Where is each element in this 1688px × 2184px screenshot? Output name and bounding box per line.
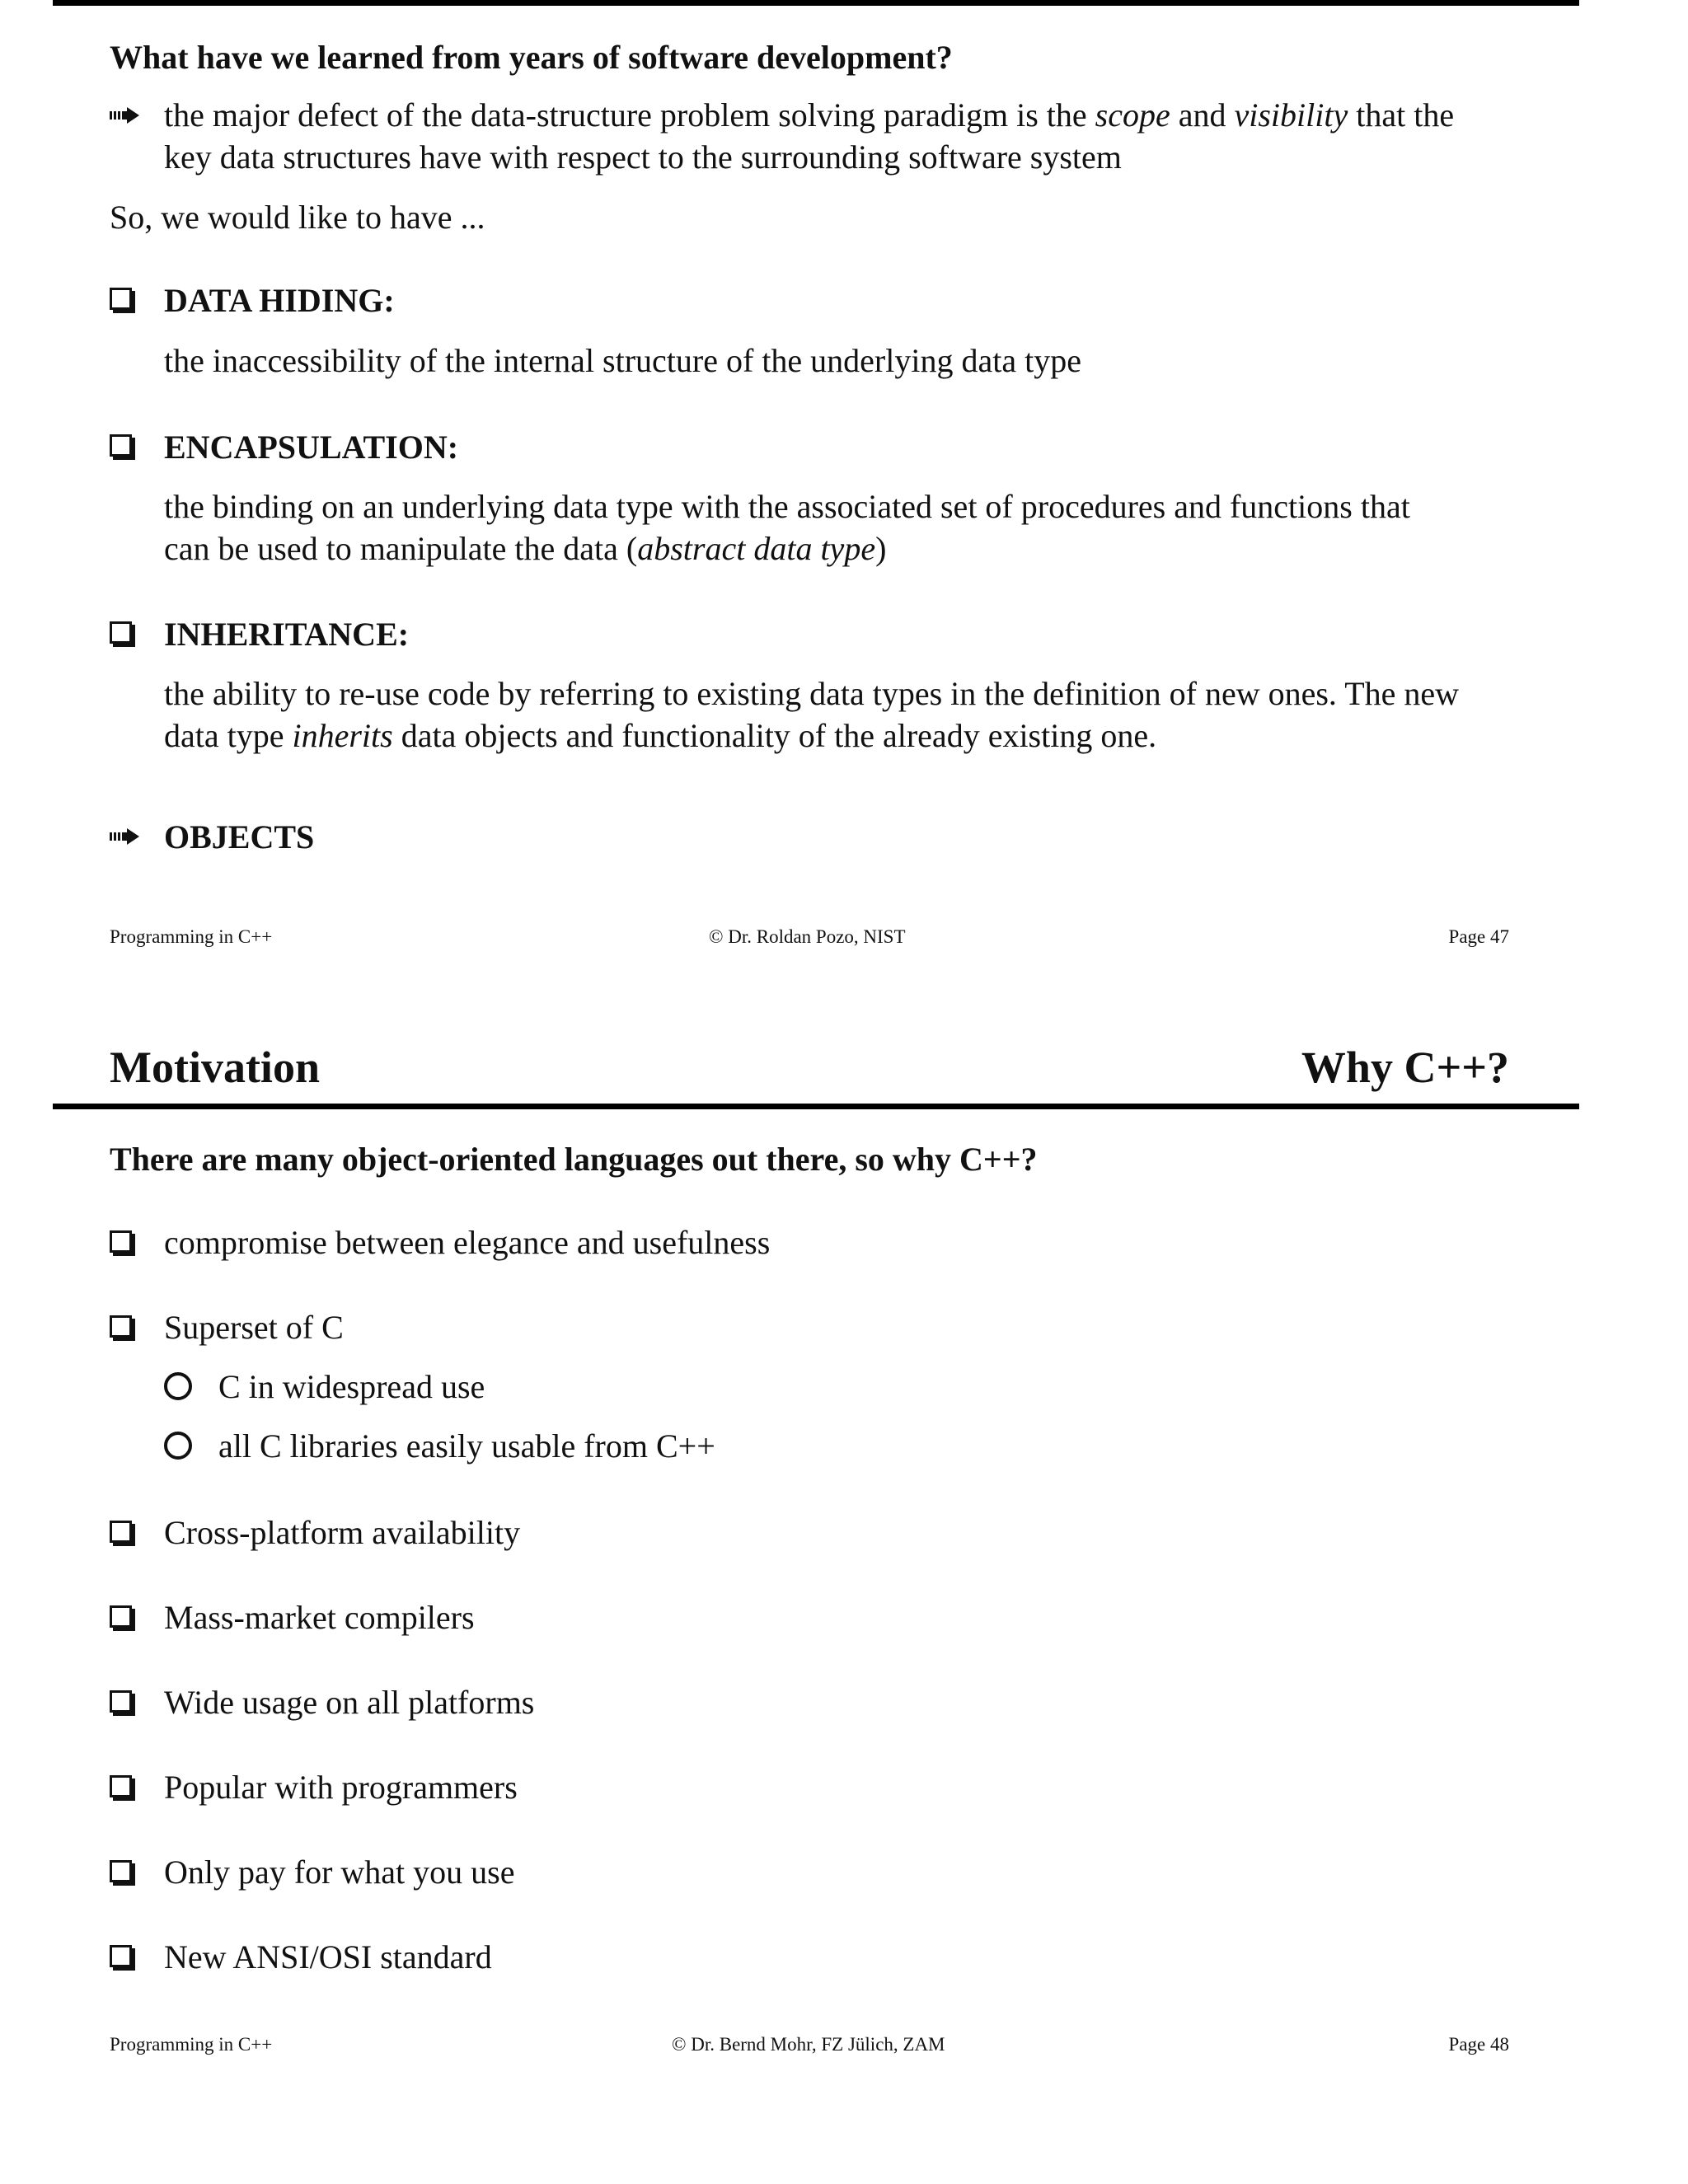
checkbox-bullet-icon [110, 1860, 132, 1882]
bullet-compromise: compromise between elegance and usefulness [164, 1224, 771, 1261]
checkbox-bullet-icon [110, 1521, 132, 1543]
checkbox-bullet-icon [110, 1775, 132, 1797]
bullet-superset-of-c: Superset of C [164, 1309, 344, 1346]
bullet-only-pay: Only pay for what you use [164, 1854, 515, 1891]
objects-conclusion: OBJECTS [164, 818, 315, 855]
checkbox-bullet-icon [110, 1690, 132, 1713]
defect-point-line1: the major defect of the data-structure problem solving paradigm is the scope and visibility that the [164, 96, 1455, 134]
top-rule [53, 0, 1579, 6]
sub-bullet-c-libraries: all C libraries easily usable from C++ [218, 1427, 715, 1465]
checkbox-bullet-icon [110, 1605, 132, 1628]
data-hiding-desc: the inaccessibility of the internal structure of the underlying data type [164, 342, 1081, 379]
intro-text: So, we would like to have ... [110, 199, 485, 236]
footer-page-number: Page 48 [1448, 2034, 1509, 2055]
data-hiding-title: DATA HIDING: [164, 282, 395, 319]
bullet-mass-market: Mass-market compilers [164, 1599, 475, 1636]
footer-center: © Dr. Roldan Pozo, NIST [709, 926, 906, 947]
inheritance-desc-line1: the ability to re-use code by referring to existing data types in the definition of new ones. The new [164, 675, 1460, 712]
footer-left: Programming in C++ [110, 926, 273, 947]
arrow-bullet-icon [110, 107, 139, 124]
page-title: Motivation [110, 1043, 320, 1092]
bullet-ansi-standard: New ANSI/OSI standard [164, 1938, 492, 1975]
defect-point-line2: key data structures have with respect to the surrounding software system [164, 138, 1122, 176]
circle-bullet-icon [164, 1432, 192, 1460]
page48-question: There are many object-oriented languages out there, so why C++? [110, 1141, 1038, 1178]
bullet-popular: Popular with programmers [164, 1769, 518, 1806]
footer-left: Programming in C++ [110, 2034, 273, 2055]
footer-page-number: Page 47 [1448, 926, 1509, 947]
arrow-bullet-icon [110, 828, 139, 845]
encapsulation-desc-line2: can be used to manipulate the data (abstract data type) [164, 530, 887, 567]
page47-question: What have we learned from years of software development? [110, 39, 953, 76]
checkbox-bullet-icon [110, 1315, 132, 1338]
circle-bullet-icon [164, 1372, 192, 1400]
encapsulation-desc-line1: the binding on an underlying data type with the associated set of procedures and functions that [164, 488, 1410, 525]
header-rule [53, 1104, 1579, 1109]
checkbox-bullet-icon [110, 1945, 132, 1967]
bullet-cross-platform: Cross-platform availability [164, 1514, 521, 1551]
footer-center: © Dr. Bernd Mohr, FZ Jülich, ZAM [672, 2034, 945, 2055]
inheritance-title: INHERITANCE: [164, 616, 410, 653]
bullet-wide-usage: Wide usage on all platforms [164, 1684, 535, 1721]
encapsulation-title: ENCAPSULATION: [164, 429, 459, 466]
sub-bullet-c-widespread: C in widespread use [218, 1368, 485, 1405]
checkbox-bullet-icon [110, 434, 132, 457]
checkbox-bullet-icon [110, 1230, 132, 1253]
checkbox-bullet-icon [110, 621, 132, 644]
inheritance-desc-line2: data type inherits data objects and functionality of the already existing one. [164, 717, 1157, 754]
page-subtitle: Why C++? [1301, 1043, 1509, 1092]
checkbox-bullet-icon [110, 288, 132, 310]
